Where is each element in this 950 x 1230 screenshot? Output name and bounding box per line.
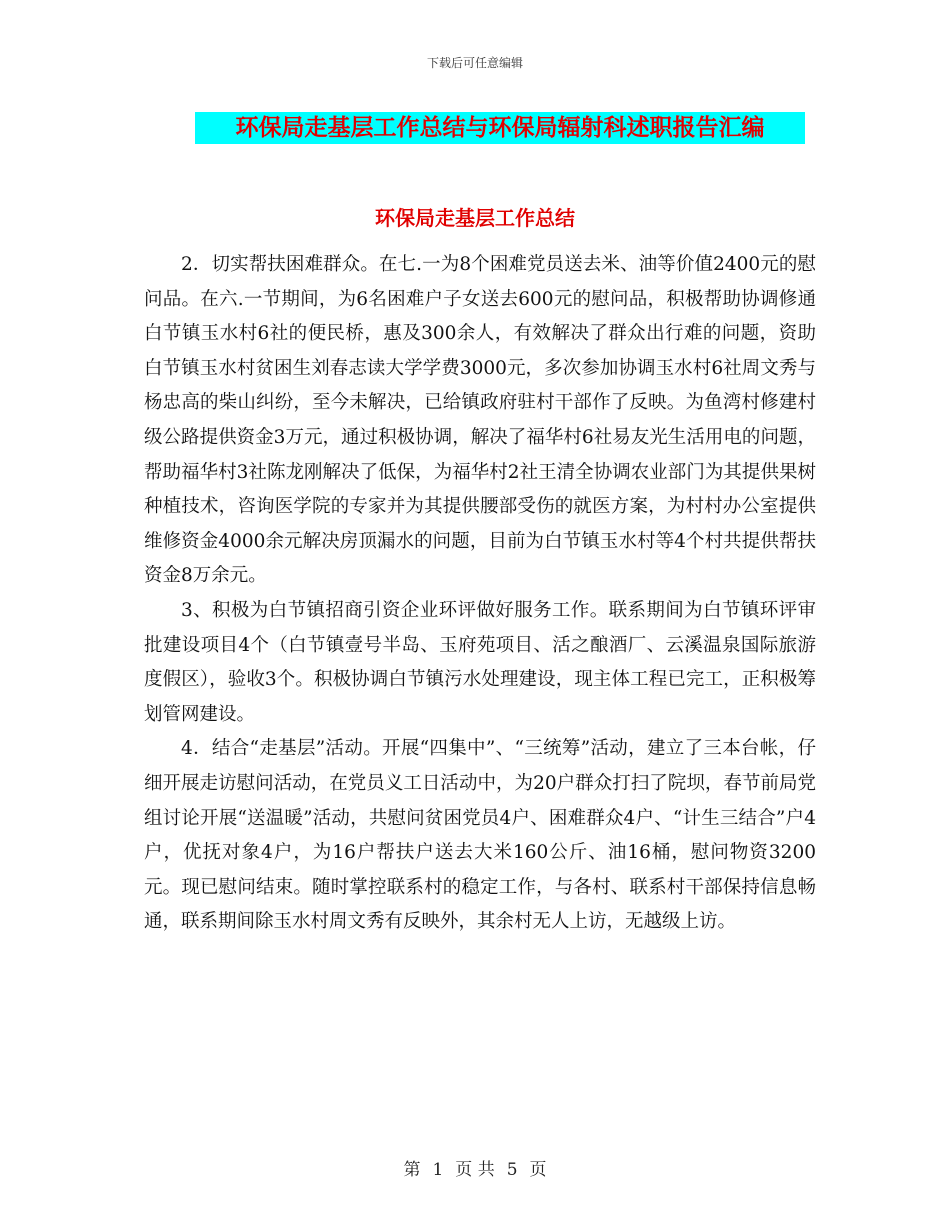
document-body — [144, 248, 816, 940]
document-title-highlight — [195, 112, 805, 144]
page-label-suffix: 页 — [529, 1160, 547, 1180]
page-label-mid: 页 共 — [455, 1160, 495, 1180]
header-note: 下载后可任意编辑 — [426, 56, 523, 70]
page-total: 5 — [506, 1160, 518, 1180]
page-label-prefix: 第 — [403, 1160, 421, 1180]
section-title: 环保局走基层工作总结 — [375, 206, 575, 230]
paragraph-3: 3、积极为白节镇招商引资企业环评做好服务工作。联系期间为白节镇环评审批建设项目4个（白节镇壹号半岛、玉府苑项目、活之酿酒厂、云溪温泉国际旅游度假区），验收3个。积极协调白节镇污水处理建设，现主体工程已完工，正积极筹划管网建设。 — [144, 599, 816, 725]
page-current: 1 — [432, 1160, 444, 1180]
paragraph-4: 4．结合“走基层”活动。开展“四集中”、“三统筹”活动，建立了三本台帐，仔细开展走访慰问活动，在党员义工日活动中，为20户群众打扫了院坝，春节前局党组讨论开展“送温暖”活动，共慰问贫困党员4户、困难群众4户、“计生三结合”户4户，优抚对象4户，为16户帮扶户送去大米160公斤、油16桶，慰问物资3200元。现已慰问结束。随时掌控联系村的稳定工作，与各村、联系村干部保持信息畅通，联系期间除玉水村周文秀有反映外，其余村无人上访，无越级上访。 — [144, 738, 816, 933]
page-footer — [0, 1155, 950, 1180]
paragraph-2: 2．切实帮扶困难群众。在七.一为8个困难党员送去米、油等价值2400元的慰问品。在六.一节期间，为6名困难户子女送去600元的慰问品，积极帮助协调修通白节镇玉水村6社的便民桥，惠及300余人，有效解决了群众出行难的问题，资助白节镇玉水村贫困生刘春志读大学学费3000元，多次参加协调玉水村6社周文秀与杨忠高的柴山纠纷，至今未解决，已给镇政府驻村干部作了反映。为鱼湾村修建村级公路提供资金3万元，通过积极协调，解决了福华村6社易友光生活用电的问题，帮助福华村3社陈龙刚解决了低保，为福华村2社王清全协调农业部门为其提供果树种植技术，咨询医学院的专家并为其提供腰部受伤的就医方案，为村村办公室提供维修资金4000余元解决房顶漏水的问题，目前为白节镇玉水村等4个村共提供帮扶资金8万余元。 — [144, 254, 816, 587]
document-title: 环保局走基层工作总结与环保局辐射科述职报告汇编 — [235, 115, 765, 141]
